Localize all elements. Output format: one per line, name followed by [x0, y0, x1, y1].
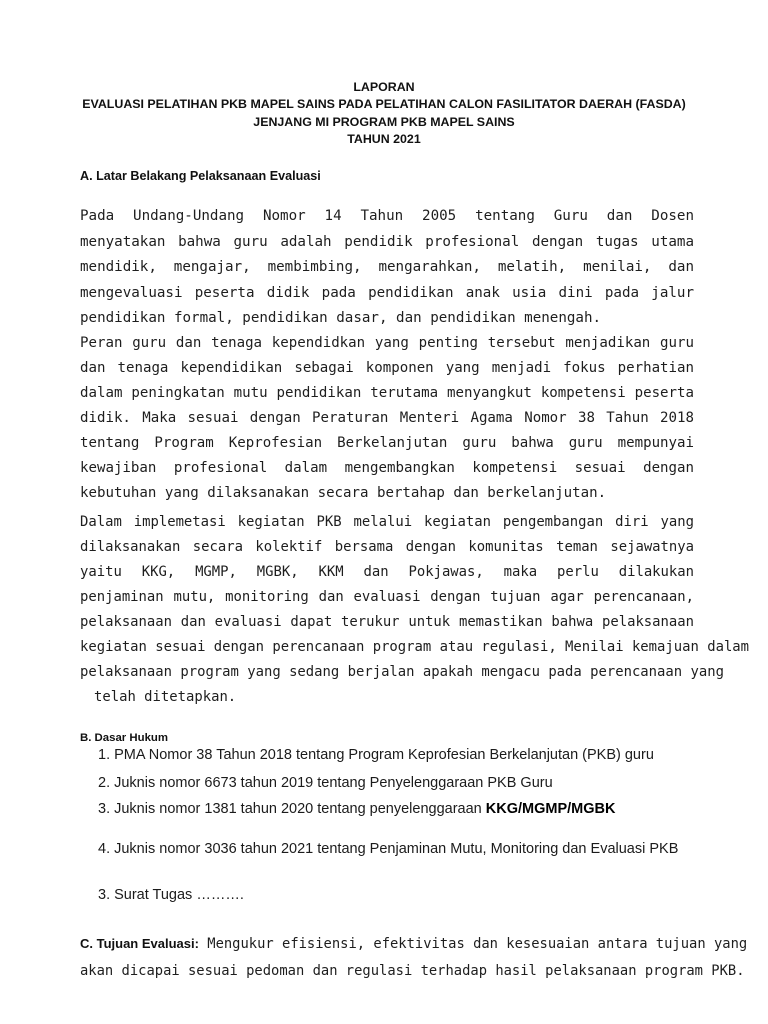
- section-c: [80, 930, 748, 985]
- report-title-block: [0, 79, 768, 148]
- paragraph-line: Pada Undang-Undang Nomor 14 Tahun 2005 tentang Guru dan Dosen: [80, 208, 694, 224]
- section-c-text: Mengukur efisiensi, efektivitas dan kesesuaian antara tujuan yang: [198, 936, 748, 952]
- paragraph-line: Peran guru dan tenaga kependidkan yang penting tersebut menjadikan guru: [80, 335, 694, 351]
- paragraph-line: mengevaluasi peserta didik pada pendidikan anak usia dini pada jalur: [80, 284, 694, 301]
- list-item: 2. Juknis nomor 6673 tahun 2019 tentang Penyelenggaraan PKB Guru: [98, 775, 553, 791]
- paragraph-line: tentang Program Keprofesian Berkelanjutan guru bahwa guru mempunyai: [80, 435, 694, 451]
- section-a-heading: A. Latar Belakang Pelaksanaan Evaluasi: [80, 169, 321, 183]
- paragraph-line: pelaksanaan dan evaluasi dapat terukur untuk memastikan bahwa pelaksanaan: [80, 614, 694, 630]
- section-c-label: C. Tujuan Evaluasi:: [80, 936, 199, 951]
- list-item: 1. PMA Nomor 38 Tahun 2018 tentang Program Keprofesian Berkelanjutan (PKB) guru: [98, 747, 654, 763]
- paragraph-line: pelaksanaan program yang sedang berjalan apakah mengacu pada perencanaan yang: [80, 664, 724, 680]
- paragraph-line: didik. Maka sesuai dengan Peraturan Menteri Agama Nomor 38 Tahun 2018: [80, 410, 694, 426]
- paragraph-line: mendidik, mengajar, membimbing, mengarahkan, melatih, menilai, dan: [80, 259, 694, 276]
- paragraph-line: dalam peningkatan mutu pendidikan terutama menyangkut kompetensi peserta: [80, 385, 694, 401]
- report-program: JENJANG MI PROGRAM PKB MAPEL SAINS: [253, 114, 515, 129]
- paragraph-1: [80, 204, 694, 332]
- report-title: LAPORAN: [353, 80, 415, 94]
- paragraph-line: pendidikan formal, pendidikan dasar, dan pendidikan menengah.: [80, 310, 602, 327]
- paragraph-line: yaitu KKG, MGMP, MGBK, KKM dan Pokjawas, maka perlu dilakukan: [80, 564, 694, 580]
- paragraph-line: dilaksanakan secara kolektif bersama dengan komunitas teman sejawatnya: [80, 539, 694, 555]
- report-subtitle: EVALUASI PELATIHAN PKB MAPEL SAINS PADA PELATIHAN CALON FASILITATOR DAERAH (FASDA): [82, 97, 686, 112]
- paragraph-line: kebutuhan yang dilaksanakan secara bertahap dan berkelanjutan.: [80, 485, 607, 501]
- paragraph-2: [80, 331, 694, 506]
- paragraph-line: menyatakan bahwa guru adalah pendidik profesional dengan tugas utama: [80, 233, 694, 250]
- paragraph-line: telah ditetapkan.: [94, 689, 237, 705]
- report-year: TAHUN 2021: [347, 131, 421, 146]
- section-c-line: akan dicapai sesuai pedoman dan regulasi terhadap hasil pelaksanaan program PKB.: [80, 963, 745, 979]
- list-item-text: 3. Juknis nomor 1381 tahun 2020 tentang penyelenggaraan: [98, 801, 486, 817]
- paragraph-3: [80, 510, 750, 710]
- section-c-line: [80, 930, 748, 958]
- list-item: 3. Surat Tugas ……….: [98, 887, 244, 903]
- paragraph-line: dan tenaga kependidikan sebagai komponen yang menjadi fokus perhatian: [80, 360, 694, 376]
- paragraph-line: Dalam implemetasi kegiatan PKB melalui kegiatan pengembangan diri yang: [80, 514, 694, 530]
- list-item: [98, 801, 615, 817]
- paragraph-line: penjaminan mutu, monitoring dan evaluasi dengan tujuan agar perencanaan,: [80, 589, 694, 605]
- paragraph-line: kewajiban profesional dalam mengembangkan kompetensi sesuai dengan: [80, 460, 694, 476]
- list-item-bold-text: KKG/MGMP/MGBK: [485, 801, 616, 817]
- section-b-heading: B. Dasar Hukum: [80, 732, 168, 744]
- list-item: 4. Juknis nomor 3036 tahun 2021 tentang Penjaminan Mutu, Monitoring dan Evaluasi PKB: [98, 841, 679, 857]
- paragraph-line: kegiatan sesuai dengan perencanaan program atau regulasi, Menilai kemajuan dalam: [80, 639, 750, 655]
